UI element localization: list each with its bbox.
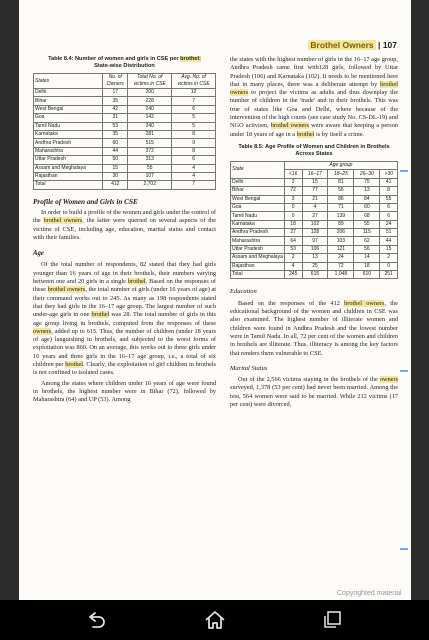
table-cell: 8 [380,187,398,195]
table-row [231,178,398,186]
home-icon [203,608,227,632]
table-cell: 4 [284,262,302,270]
table-cell: West Bengal [231,195,285,203]
table-row [231,237,398,245]
table-cell: 64 [284,237,302,245]
table-cell: 5 [172,122,216,130]
table-cell: Bihar [231,187,285,195]
table-cell: 121 [328,245,354,253]
table-cell: 4 [302,203,328,211]
table-cell: 44 [103,147,128,155]
table-row [34,139,216,147]
table-cell: 89 [328,220,354,228]
highlight: brothel [296,130,315,138]
table-row [34,164,216,172]
table-cell: 515 [128,139,172,147]
table-cell: Total [34,181,103,189]
table-cell: 13 [302,254,328,262]
table-cell: 2,702 [128,181,172,189]
table-cell: Andhra Pradesh [34,139,103,147]
book-page[interactable] [19,0,411,600]
table-cell: 14 [354,254,380,262]
table-cell: 107 [128,172,172,180]
table-cell: 7 [172,181,216,189]
column-header: States [34,74,103,89]
highlight: owners [33,327,52,335]
table-cell: West Bengal [34,105,103,113]
table-cell: 24 [328,254,354,262]
right-column [230,56,398,411]
paragraph: Among the states where children under 16 years of age were found in brothels, the highest number were in Bihar (72), followed by Maharashtra (64) and UP (53). Among [33,379,216,404]
table-cell: 35 [103,97,128,105]
table-8-5-caption: Table 8.5: Age Profile of Women and Children in Brothels Across States [238,143,390,157]
table-cell: 27 [284,229,302,237]
section-heading: Marital Status [230,364,268,372]
table-cell: 142 [128,114,172,122]
table-row [231,187,398,195]
highlight: brothel [127,278,146,286]
back-button[interactable] [84,608,108,632]
table-row [34,181,216,189]
column-group-header: Age group [284,161,397,169]
table-cell: 103 [328,237,354,245]
column-header: 18–25 [328,170,354,178]
table-cell: Total [231,271,285,279]
table-cell: Assam and Meghalaya [34,164,103,172]
table-cell: 4 [172,172,216,180]
table-cell: Andhra Pradesh [231,229,285,237]
table-cell: 610 [354,271,380,279]
table-cell: 8 [172,130,216,138]
table-cell: 86 [328,195,354,203]
table-cell: 51 [380,229,398,237]
left-column [33,56,216,407]
table-row [34,147,216,155]
table-cell: Karnataka [34,130,103,138]
table-row [34,130,216,138]
table-row [34,114,216,122]
column-header: State [231,161,285,178]
table-cell: 102 [302,220,328,228]
column-header: 16–17 [302,170,328,178]
table-cell: 55 [380,195,398,203]
table-row [231,195,398,203]
table-cell: 372 [128,147,172,155]
highlight: brothel: [180,56,201,62]
table-cell: 97 [302,237,328,245]
annotation-marker [400,370,408,372]
section-heading: Age [33,250,44,258]
recent-apps-icon [320,608,344,632]
table-cell: 6 [380,212,398,220]
table-cell: 62 [354,237,380,245]
highlight: brothel owners [270,122,309,130]
table-cell: 18 [354,262,380,270]
table-cell: 31 [103,114,128,122]
table-cell: Karnataka [231,220,285,228]
navigation-bar [0,600,429,640]
table-cell: 15 [302,178,328,186]
highlight: brothel [91,311,110,319]
table-cell: 81 [328,178,354,186]
annotation-marker [400,548,408,550]
table-cell: 55 [354,220,380,228]
table-cell: 15 [380,245,398,253]
table-cell: 128 [302,229,328,237]
table-cell: 1,048 [328,271,354,279]
paragraph: Based on the responses of the 412 brothel owners, the educational background of the women and children in CSE was also examined. The highest number of illiterate women and children were found in Andhra Pradesh and the lowest number were in Tamil Nadu. In all, 72 per cent of the women and children in brothels are illiterate. Thus, illiteracy is among the key factors that renders them vulnerable to CSE. [230,299,398,357]
table-row [34,122,216,130]
table-cell: 35 [103,130,128,138]
table-cell: Delhi [231,178,285,186]
table-cell: 17 [103,89,128,97]
section-heading: Education [230,288,257,296]
page-number: 107 [382,40,397,50]
table-cell: 251 [380,271,398,279]
table-cell: Maharashtra [231,237,285,245]
table-cell: 27 [302,212,328,220]
table-cell: Uttar Pradesh [231,245,285,253]
column-header: 26–30 [354,170,380,178]
table-cell: 6 [172,156,216,164]
paragraph: Out of the 2,566 victims staying in the brothels of the owners surveyed, 1,378 (53 per cent) had never been married. Among the rest, 564 women were said to be married. While 212 victims (17 per cent) were divorced, [230,376,399,408]
table-cell: 2 [380,254,398,262]
table-cell: 55 [128,164,172,172]
table-cell: 41 [380,178,398,186]
table-row [34,172,216,180]
table-cell: 44 [380,237,398,245]
table-row [231,229,398,237]
column-header: Total No. of victims in CSE [128,74,172,89]
table-cell: 2 [284,178,302,186]
table-cell: 228 [128,97,172,105]
table-cell: Delhi [34,89,103,97]
table-cell: 7 [172,97,216,105]
header-separator: | [378,40,381,50]
table-cell: Rajasthan [231,262,285,270]
table-row [34,97,216,105]
table-cell: 56 [328,187,354,195]
paragraph: Of the total number of respondents, 82 stated that they had girls younger than 16 years of age in their brothels, their numbers varying between one and 20 girls in a single brothel. Based on the responses of these brothel owners, the total number of girls (under 16 years of age) at their command works out to 245. As many as 198 respondents stated that they had girls in the 16–17 age group. The largest number of such under-age girls in one brothel was 28. The total number of girls in this age group living in brothels, computed from the responses of these owners, added up to 615. Thus, the number of children (under 18 years of age) languishing in brothels, and subjected to the worst forms of exploitation was 860. On an average, this works out to three girls under 16 years and three girls in the 16–17 age group, i.e., a total of six children per brothel. Clearly, the exploitation of girl children in brothels is not confined to isolated cases. [33,261,217,377]
highlight: brothel [65,361,84,369]
recent-apps-button[interactable] [320,608,344,632]
table-cell: 245 [284,271,302,279]
table-cell: 56 [354,245,380,253]
annotation-marker [400,170,408,172]
table-cell: 412 [103,181,128,189]
table-cell: 200 [128,89,172,97]
table-8-5 [230,161,398,279]
table-cell: 6 [380,203,398,211]
section-heading: Profile of Women and Girls in CSE [33,197,138,206]
table-cell: 18 [284,220,302,228]
table-cell: 21 [302,195,328,203]
table-cell: 0 [380,262,398,270]
table-cell: 12 [172,89,216,97]
table-cell: 313 [128,156,172,164]
table-cell: 0 [284,212,302,220]
table-cell: 115 [354,229,380,237]
table-row [231,262,398,270]
table-cell: 4 [172,164,216,172]
table-8-4-caption: Table 8.4: Number of women and girls in CSE per brothel: State-wise Distribution [48,56,201,69]
table-cell: 53 [103,122,128,130]
highlight: brothel owners [344,299,385,307]
table-row [231,271,398,279]
header-section-title: Brothel Owners [310,40,374,50]
table-cell: Assam and Meghalaya [232,254,283,261]
table-cell: 9 [172,139,216,147]
table-cell: Bihar [34,97,103,105]
table-cell: 5 [172,114,216,122]
running-header [308,40,397,50]
paragraph: In order to build a profile of the women and girls under the control of the brothel owners, the latter were queried on several aspects of the victims of CSE, including age, education, marital status and contact with their families. [33,208,217,241]
table-row [231,245,398,253]
table-row [34,105,216,113]
table-cell: 50 [103,156,128,164]
table-cell: 71 [328,203,354,211]
table-row [231,254,398,262]
table-row [34,156,216,164]
table-cell: 240 [128,105,172,113]
table-cell: 15 [103,164,128,172]
table-row [231,220,398,228]
table-cell: 60 [103,139,128,147]
table-cell: 30 [103,172,128,180]
table-cell: 77 [302,187,328,195]
table-cell: 0 [284,203,302,211]
table-cell: 206 [328,229,354,237]
table-cell: 75 [354,178,380,186]
table-cell: 139 [328,212,354,220]
table-cell: 106 [302,245,328,253]
highlight: brothel owners [47,286,86,294]
table-cell: 2 [284,254,302,262]
table-cell: 68 [354,212,380,220]
table-cell: 8 [172,147,216,155]
table-row [34,89,216,97]
paragraph: the states with the highest number of girls in the 16–17 age group, Andhra Pradesh came first with128 girls, followed by Uttar Pradesh (106) and Karnataka (102). It needs to be mentioned here that in many places, there was a deliberate attempt by brothel owners to project the victims as adults and thus downplay the number of children in the 'trade' and in their brothels. This was true of states like Goa and Delhi, where because of the intervention of the high courts (see case study No. CS-DL-19) and NGO activism, brothel owners were aware that keeping a person under 18 years of age in a brothel is by itself a crime. [230,56,399,138]
table-cell: Maharashtra [34,147,103,155]
home-button[interactable] [203,608,227,632]
table-cell: 24 [380,220,398,228]
table-cell: 281 [128,130,172,138]
highlight: brothel owners [43,217,83,225]
table-cell: Rajasthan [34,172,103,180]
table-cell: 42 [103,105,128,113]
table-cell: 72 [284,187,302,195]
table-row [231,212,398,220]
table-8-4 [33,73,216,190]
table-cell: Uttar Pradesh [34,156,103,164]
table-cell: 25 [302,262,328,270]
table-cell: 60 [354,203,380,211]
table-cell: 3 [284,195,302,203]
table-cell: Goa [231,203,285,211]
table-cell: 6 [172,105,216,113]
table-row [231,203,398,211]
table-cell: Tamil Nadu [34,122,103,130]
table-cell: 240 [128,122,172,130]
table-cell: 53 [284,245,302,253]
table-cell: 13 [354,187,380,195]
back-icon [84,608,108,632]
highlight: owners [379,376,399,384]
table-cell: 84 [354,195,380,203]
table-cell: 72 [328,262,354,270]
table-cell: 615 [302,271,328,279]
highlight: brothel owners [230,80,398,97]
table-cell: Goa [34,114,103,122]
table-cell: Tamil Nadu [231,212,285,220]
column-header: <16 [284,170,302,178]
watermark: Copyrighted material [337,590,402,597]
column-header: No. of Owners [103,74,128,89]
column-header: Avg. No. of victims in CSE [172,74,216,89]
column-header: >30 [380,170,398,178]
